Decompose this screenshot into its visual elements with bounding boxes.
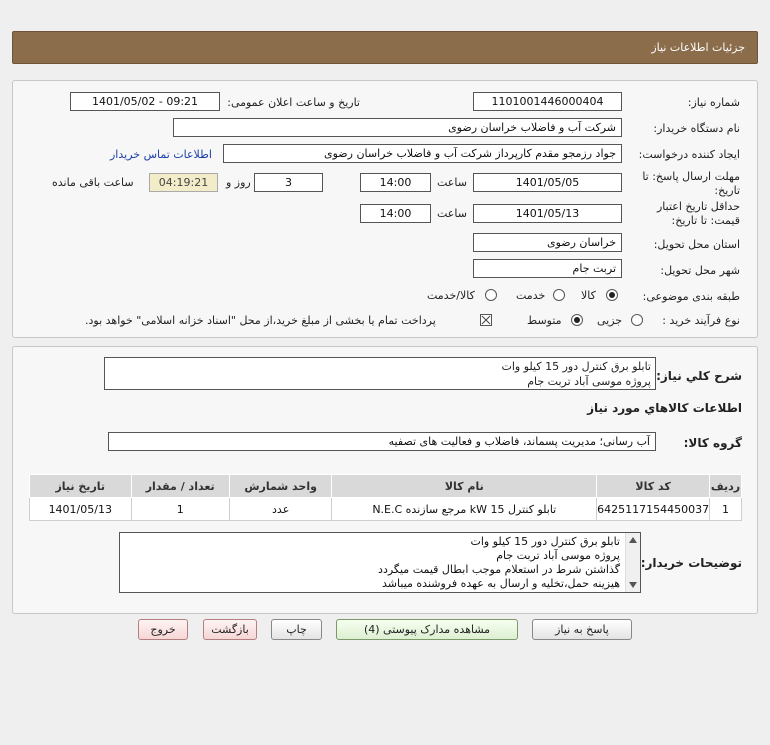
process-radio-medium[interactable] <box>571 314 583 326</box>
view-attachments-button[interactable]: مشاهده مدارک پیوستی (4) <box>336 619 518 640</box>
cell-name: تابلو کنترل kW 15 مرجع سازنده N.E.C <box>332 498 597 521</box>
buyer-notes-line-4: هیزینه حمل،تخلیه و ارسال به عهده فروشنده میباشد <box>382 577 620 590</box>
goods-group-field: آب رسانی؛ مدیریت پسماند، فاضلاب و فعالیت های تصفیه <box>108 432 656 451</box>
deadline-time-label: ساعت <box>437 176 467 189</box>
table-row <box>30 498 742 521</box>
summary-box <box>104 357 656 390</box>
validity-label-1: حداقل تاریخ اعتبار <box>656 200 740 213</box>
exit-button[interactable]: خروج <box>138 619 188 640</box>
buyer-label: نام دستگاه خریدار: <box>653 122 740 135</box>
buyer-notes-label: توضیحات خریدار: <box>640 556 742 570</box>
cell-date: 1401/05/13 <box>30 498 132 521</box>
treasury-payment-checkbox[interactable] <box>480 314 492 326</box>
deadline-days-field: 3 <box>254 173 323 192</box>
category-option-both: کالا/خدمت <box>427 289 475 302</box>
validity-time-label: ساعت <box>437 207 467 220</box>
buyer-notes-line-3: گذاشتن شرط در استعلام موجب ابطال قیمت میگردد <box>378 563 620 576</box>
page-title: جزئیات اطلاعات نیاز <box>651 41 745 54</box>
back-button[interactable]: بازگشت <box>203 619 257 640</box>
treasury-payment-note: پرداخت تمام یا بخشی از مبلغ خرید،از محل "اسناد خزانه اسلامی" خواهد بود. <box>85 314 436 327</box>
cell-qty: 1 <box>131 498 229 521</box>
page-header <box>12 31 758 64</box>
validity-label-2: قیمت: تا تاریخ: <box>671 214 740 227</box>
cell-row: 1 <box>710 498 742 521</box>
province-field: خراسان رضوی <box>473 233 622 252</box>
validity-time-field: 14:00 <box>360 204 431 223</box>
goods-table <box>29 474 742 521</box>
need-number-label: شماره نیاز: <box>687 96 740 109</box>
buyer-notes-line-2: پروژه موسی آباد تربت جام <box>496 549 620 562</box>
buyer-contact-link[interactable]: اطلاعات تماس خریدار <box>110 148 212 161</box>
process-option-minor: جزیی <box>597 314 623 327</box>
summary-line-2: پروژه موسی آباد تربت جام <box>527 375 651 388</box>
category-radio-goods[interactable] <box>606 289 618 301</box>
cell-unit: عدد <box>229 498 332 521</box>
announce-field: 1401/05/02 - 09:21 <box>70 92 220 111</box>
summary-line-1: تابلو برق کنترل دور 15 کیلو وات <box>501 360 651 373</box>
creator-field: جواد رزمجو مقدم کارپرداز شرکت آب و فاضلاب خراسان رضوی <box>223 144 622 163</box>
validity-date-field: 1401/05/13 <box>473 204 622 223</box>
category-label: طبقه بندی موضوعی: <box>642 290 740 303</box>
city-label: شهر محل تحویل: <box>660 264 740 277</box>
city-field: تربت جام <box>473 259 622 278</box>
category-radio-service[interactable] <box>553 289 565 301</box>
buyer-notes-box[interactable] <box>119 532 641 593</box>
goods-section-title: اطلاعات کالاهاي مورد نياز <box>587 401 742 415</box>
col-header-unit: واحد شمارش <box>229 475 332 498</box>
col-header-row: ردیف <box>710 475 742 498</box>
category-option-goods: کالا <box>581 289 596 302</box>
scroll-down-icon[interactable] <box>629 582 637 588</box>
reply-button[interactable]: پاسخ به نیاز <box>532 619 632 640</box>
need-number-field: 1101001446000404 <box>473 92 622 111</box>
process-label: نوع فرآیند خرید : <box>662 314 740 327</box>
col-header-name: نام کالا <box>332 475 597 498</box>
remaining-label: ساعت باقی مانده <box>52 176 134 189</box>
print-button[interactable]: چاپ <box>271 619 322 640</box>
creator-label: ایجاد کننده درخواست: <box>638 148 740 161</box>
deadline-days-label: روز و <box>226 176 251 189</box>
deadline-date-field: 1401/05/05 <box>473 173 622 192</box>
col-header-date: تاریخ نیاز <box>30 475 132 498</box>
col-header-qty: تعداد / مقدار <box>131 475 229 498</box>
summary-label: شرح کلي نياز: <box>656 369 742 383</box>
remaining-time-field: 04:19:21 <box>149 173 218 192</box>
province-label: استان محل تحویل: <box>653 238 740 251</box>
process-option-medium: متوسط <box>527 314 562 327</box>
goods-group-label: گروه کالا: <box>683 436 742 450</box>
cell-code: 6425117154450037 <box>597 498 710 521</box>
announce-label: تاریخ و ساعت اعلان عمومی: <box>227 96 360 109</box>
process-radio-minor[interactable] <box>631 314 643 326</box>
deadline-time-field: 14:00 <box>360 173 431 192</box>
scroll-up-icon[interactable] <box>629 537 637 543</box>
col-header-code: کد کالا <box>597 475 710 498</box>
buyer-field: شرکت آب و فاضلاب خراسان رضوی <box>173 118 622 137</box>
buyer-notes-line-1: تابلو برق کنترل دور 15 کیلو وات <box>470 535 620 548</box>
category-radio-both[interactable] <box>485 289 497 301</box>
deadline-label-2: تاریخ: <box>714 184 740 197</box>
category-option-service: خدمت <box>516 289 546 302</box>
buyer-notes-scrollbar[interactable] <box>625 533 640 592</box>
checkbox-cross-icon <box>481 315 491 325</box>
deadline-label-1: مهلت ارسال پاسخ: تا <box>642 170 740 183</box>
